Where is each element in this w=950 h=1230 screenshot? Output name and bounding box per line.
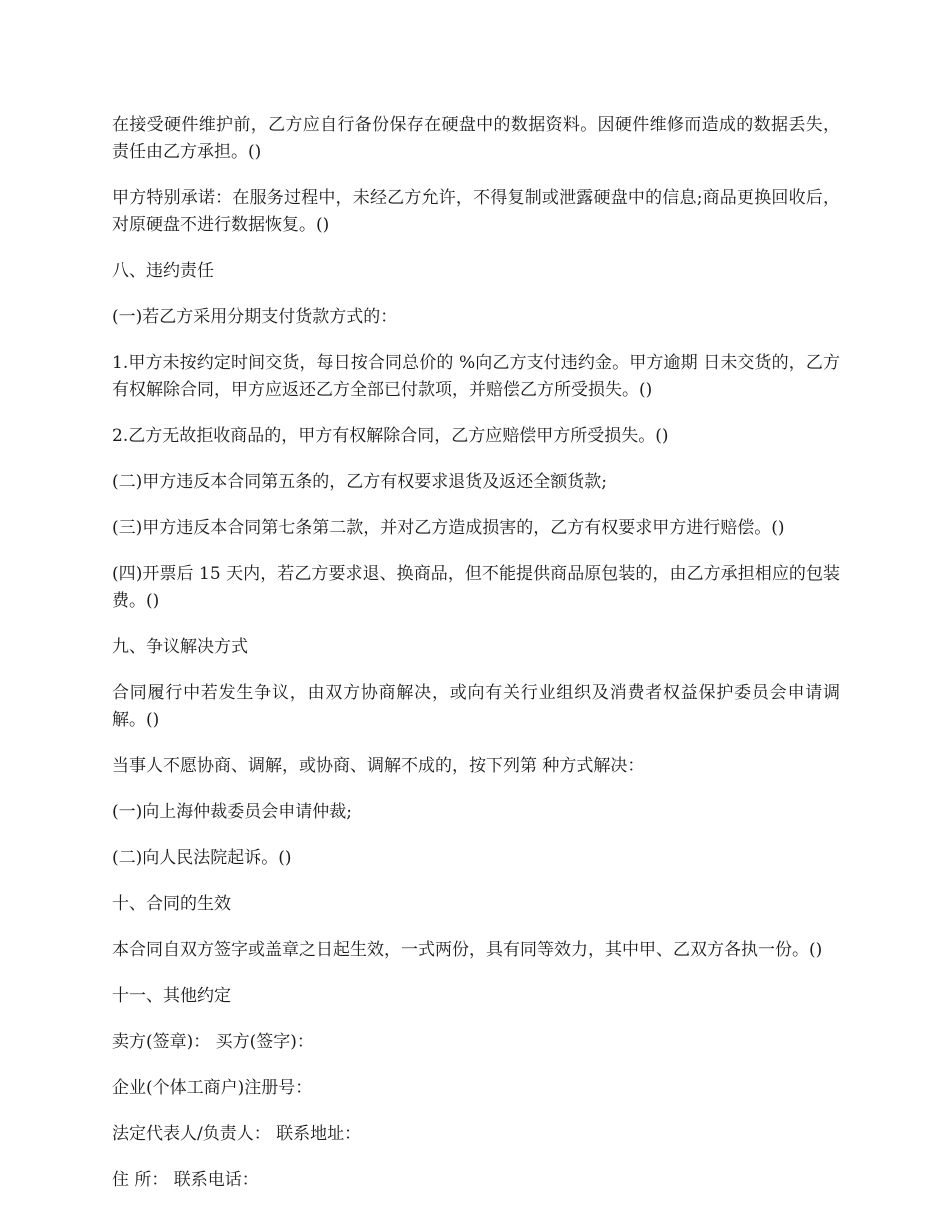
paragraph-resolution-method: 当事人不愿协商、调解，或协商、调解不成的，按下列第 种方式解决：: [112, 756, 645, 776]
field-domicile-phone: 住 所： 联系电话：: [112, 1170, 259, 1190]
heading-other-terms: 十一、其他约定: [112, 986, 231, 1006]
paragraph-refusal: 2.乙方无故拒收商品的，甲方有权解除合同，乙方应赔偿甲方所受损失。(): [112, 426, 669, 446]
paragraph-late-delivery: 1.甲方未按约定时间交货，每日按合同总价的 %向乙方支付违约金。甲方逾期 日未交货的，乙方有权解除合同，甲方应返还乙方全部已付款项，并赔偿乙方所受损失。(): [112, 353, 840, 400]
heading-breach-liability: 八、违约责任: [112, 261, 214, 281]
paragraph-data-backup: 在接受硬件维护前，乙方应自行备份保存在硬盘中的数据资料。因硬件维修而造成的数据丢失，责任由乙方承担。(): [112, 115, 840, 162]
field-legal-representative-address: 法定代表人/负责人： 联系地址：: [112, 1124, 362, 1144]
paragraph-mediation: 合同履行中若发生争议，由双方协商解决，或向有关行业组织及消费者权益保护委员会申请调解。(): [112, 683, 840, 730]
document-body: [112, 112, 840, 1213]
signature-seller-buyer: 卖方(签章)： 买方(签字)：: [112, 1032, 314, 1052]
paragraph-arbitration: (一)向上海仲裁委员会申请仲裁;: [112, 802, 352, 822]
heading-contract-effect: 十、合同的生效: [112, 894, 231, 914]
paragraph-article-five: (二)甲方违反本合同第五条的，乙方有权要求退货及返还全额货款;: [112, 472, 607, 492]
heading-dispute-resolution: 九、争议解决方式: [112, 637, 248, 657]
paragraph-effectiveness: 本合同自双方签字或盖章之日起生效，一式两份，具有同等效力，其中甲、乙双方各执一份。(): [112, 940, 823, 960]
paragraph-return-packaging: (四)开票后 15 天内，若乙方要求退、换商品，但不能提供商品原包装的，由乙方承担相应的包装费。(): [112, 564, 840, 611]
paragraph-court: (二)向人民法院起诉。(): [112, 848, 292, 868]
paragraph-installment-intro: (一)若乙方采用分期支付货款方式的：: [112, 307, 398, 327]
field-registration-number: 企业(个体工商户)注册号：: [112, 1078, 313, 1098]
paragraph-special-promise: 甲方特别承诺：在服务过程中，未经乙方允许，不得复制或泄露硬盘中的信息;商品更换回收后，对原硬盘不进行数据恢复。(): [112, 188, 840, 235]
paragraph-article-seven: (三)甲方违反本合同第七条第二款，并对乙方造成损害的，乙方有权要求甲方进行赔偿。(): [112, 518, 785, 538]
